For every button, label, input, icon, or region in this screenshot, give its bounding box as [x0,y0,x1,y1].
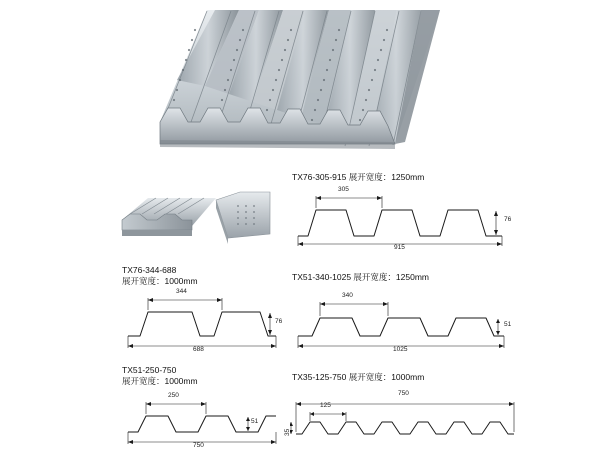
dim-pitch-250: 250 [168,392,179,399]
dim-width-688: 688 [193,346,204,353]
stacked-sheets-photo [120,186,275,251]
profile-caption-tx76-305-915: TX76-305-915 展开宽度：1250mm [292,172,425,182]
dim-pitch-125: 125 [320,402,331,409]
dim-pitch-305: 305 [338,186,349,193]
dim-width-915: 915 [394,244,405,251]
dim-pitch-344: 344 [176,288,187,295]
dim-height-76: 76 [504,216,512,223]
dim-height-76b: 76 [275,318,283,325]
profile-drawing-tx76-305-915 [290,186,520,252]
profile-caption-tx35-125-750: TX35-125-750 展开宽度：1000mm [292,372,425,382]
dim-pitch-340: 340 [342,292,353,299]
profile-caption-tx51-250-750: TX51-250-750 展开宽度：1000mm [122,365,198,386]
dim-height-51: 51 [504,321,512,328]
dim-width-750: 750 [193,442,204,449]
dim-height-35: 35 [284,428,291,436]
profile-drawing-tx35-125-750 [284,390,520,448]
profile-drawing-tx51-340-1025 [290,292,520,354]
profile-caption-tx51-340-1025: TX51-340-1025 展开宽度：1250mm [292,272,430,282]
profile-drawing-tx76-344-688 [120,288,285,354]
dim-width-1025: 1025 [393,346,408,353]
main-deck-photo [155,4,445,154]
profile-drawing-tx51-250-750 [120,392,285,448]
profile-caption-tx76-344-688: TX76-344-688 展开宽度：1000mm [122,265,198,286]
dim-width-750b: 750 [398,390,409,397]
dim-height-51b: 51 [251,418,259,425]
